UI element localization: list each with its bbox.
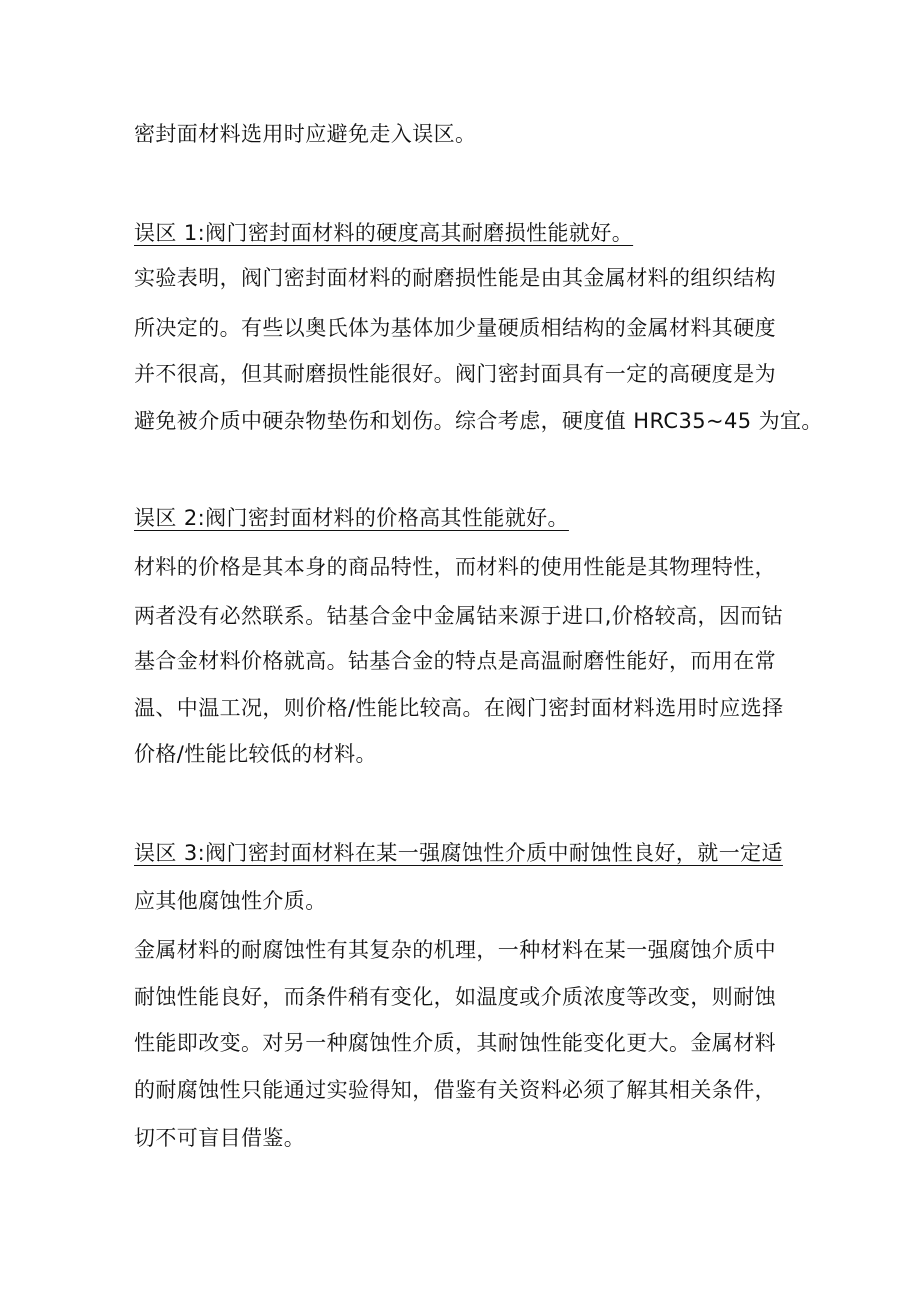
misconception-1-body-line: 并不很高，但其耐磨损性能很好。阀门密封面具有一定的高硬度是为 bbox=[134, 362, 776, 386]
misconception-3-body-line: 金属材料的耐腐蚀性有其复杂的机理，一种材料在某一强腐蚀介质中 bbox=[134, 938, 776, 962]
intro-text: 密封面材料选用时应避免走入误区。 bbox=[134, 122, 477, 146]
misconception-2-body-line: 两者没有必然联系。钴基合金中金属钴来源于进口,价格较高，因而钴 bbox=[134, 604, 784, 628]
misconception-3-body-line: 耐蚀性能良好，而条件稍有变化，如温度或介质浓度等改变，则耐蚀 bbox=[134, 985, 776, 1009]
misconception-3-heading-line: 应其他腐蚀性介质。 bbox=[134, 889, 327, 913]
misconception-3-heading-line: 误区 3:阀门密封面材料在某一强腐蚀性介质中耐蚀性良好，就一定适 bbox=[134, 841, 783, 865]
misconception-2-body-line: 温、中温工况，则价格/性能比较高。在阀门密封面材料选用时应选择 bbox=[134, 696, 784, 720]
misconception-1-body-line: 避免被介质中硬杂物垫伤和划伤。综合考虑，硬度值 HRC35~45 为宜。 bbox=[134, 409, 823, 433]
misconception-3-body-line: 的耐腐蚀性只能通过实验得知，借鉴有关资料必须了解其相关条件， bbox=[134, 1078, 776, 1102]
misconception-1-heading: 误区 1:阀门密封面材料的硬度高其耐磨损性能就好。 bbox=[134, 221, 634, 245]
misconception-1-body-line: 实验表明，阀门密封面材料的耐磨损性能是由其金属材料的组织结构 bbox=[134, 266, 776, 290]
misconception-2-heading: 误区 2:阀门密封面材料的价格高其性能就好。 bbox=[134, 506, 569, 530]
misconception-2-body-line: 材料的价格是其本身的商品特性，而材料的使用性能是其物理特性， bbox=[134, 555, 776, 579]
misconception-2-body-line: 价格/性能比较低的材料。 bbox=[134, 742, 377, 766]
misconception-3-body-line: 性能即改变。对另一种腐蚀性介质，其耐蚀性能变化更大。金属材料 bbox=[134, 1031, 776, 1055]
misconception-2-body-line: 基合金材料价格就高。钴基合金的特点是高温耐磨性能好，而用在常 bbox=[134, 649, 776, 673]
misconception-3-body-line: 切不可盲目借鉴。 bbox=[134, 1126, 306, 1150]
misconception-1-body-line: 所决定的。有些以奥氏体为基体加少量硬质相结构的金属材料其硬度 bbox=[134, 316, 776, 340]
